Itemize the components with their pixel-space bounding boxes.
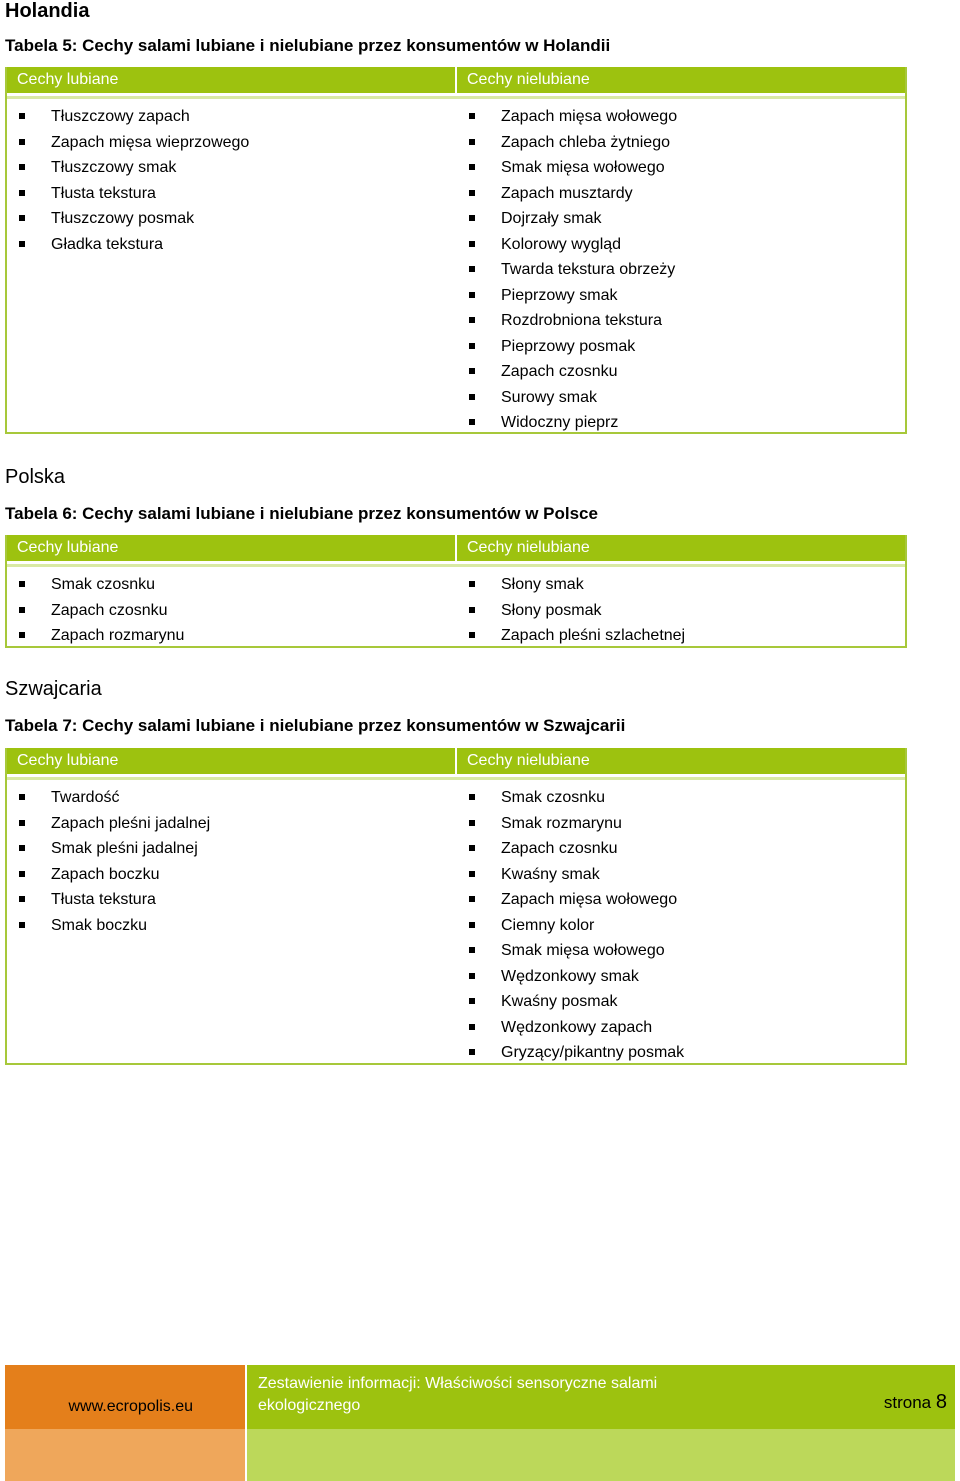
square-bullet-icon	[469, 1024, 475, 1030]
disliked-column	[457, 572, 905, 649]
list-item	[467, 887, 905, 913]
table-header	[7, 535, 905, 564]
list-item	[467, 598, 905, 624]
square-bullet-icon	[19, 922, 25, 928]
square-bullet-icon	[469, 896, 475, 902]
disliked-column	[457, 104, 905, 436]
list-item	[17, 811, 457, 837]
list-item-label: Smak pleśni jadalnej	[51, 840, 198, 857]
list-item	[467, 785, 905, 811]
list-item	[17, 130, 457, 156]
list-item	[467, 862, 905, 888]
list-item	[467, 989, 905, 1015]
list-item	[467, 964, 905, 990]
page-number	[884, 1391, 947, 1414]
square-bullet-icon	[469, 820, 475, 826]
list-item	[17, 572, 457, 598]
square-bullet-icon	[469, 241, 475, 247]
list-item-label: Wędzonkowy zapach	[501, 1018, 653, 1036]
footer-url[interactable]: www.ecropolis.eu	[5, 1365, 245, 1429]
list-item-label: Smak mięsa wołowego	[501, 159, 665, 176]
list-item-label: Smak mięsa wołowego	[501, 942, 665, 959]
list-item-label: Surowy smak	[501, 388, 598, 406]
list-item	[17, 836, 457, 862]
header-disliked: Cechy nielubiane	[467, 539, 590, 556]
list-item	[467, 1040, 905, 1066]
list-item	[17, 104, 457, 130]
square-bullet-icon	[469, 190, 475, 196]
list-item-label: Ciemny kolor	[501, 916, 595, 934]
liked-column	[7, 572, 457, 649]
list-item-label: Słony posmak	[501, 601, 602, 619]
square-bullet-icon	[469, 266, 475, 272]
list-item	[17, 887, 457, 913]
list-item	[467, 913, 905, 939]
list-item	[467, 181, 905, 207]
square-bullet-icon	[469, 973, 475, 979]
square-bullet-icon	[469, 419, 475, 425]
square-bullet-icon	[469, 317, 475, 323]
section-title: Polska	[5, 466, 66, 488]
header-liked: Cechy lubiane	[7, 67, 457, 93]
table-body	[7, 777, 905, 1070]
square-bullet-icon	[469, 113, 475, 119]
list-item-label: Zapach czosnku	[501, 840, 618, 857]
list-item-label: Smak rozmarynu	[501, 814, 622, 832]
square-bullet-icon	[19, 794, 25, 800]
list-item-label: Tłusta tekstura	[51, 891, 156, 908]
list-item	[467, 1015, 905, 1041]
section-title: Szwajcaria	[5, 678, 102, 700]
list-item-label: Zapach rozmarynu	[51, 627, 185, 644]
list-item-label: Twardość	[51, 789, 120, 806]
list-item	[467, 410, 905, 436]
square-bullet-icon	[469, 343, 475, 349]
list-item	[17, 181, 457, 207]
list-item	[467, 155, 905, 181]
list-item	[467, 623, 905, 649]
list-item-label: Zapach musztardy	[501, 184, 633, 202]
square-bullet-icon	[469, 607, 475, 613]
list-item-label: Smak czosnku	[501, 789, 606, 806]
list-item	[17, 785, 457, 811]
list-item-label: Kolorowy wygląd	[501, 235, 622, 253]
disliked-list	[467, 785, 905, 1066]
square-bullet-icon	[469, 922, 475, 928]
list-item	[467, 572, 905, 598]
list-item	[467, 938, 905, 964]
list-item	[467, 359, 905, 385]
square-bullet-icon	[19, 896, 25, 902]
list-item	[467, 836, 905, 862]
list-item	[467, 104, 905, 130]
list-item	[467, 283, 905, 309]
header-disliked: Cechy nielubiane	[467, 752, 590, 769]
table-caption: Tabela 5: Cechy salami lubiane i nielubiane przez konsumentów w Holandii	[5, 36, 611, 55]
list-item	[467, 130, 905, 156]
page-number-value: 8	[935, 1391, 947, 1413]
list-item-label: Pieprzowy posmak	[501, 337, 636, 355]
list-item	[467, 334, 905, 360]
list-item	[17, 206, 457, 232]
list-item	[17, 623, 457, 649]
list-item-label: Kwaśny posmak	[501, 993, 618, 1010]
list-item-label: Smak boczku	[51, 916, 148, 934]
table-body	[7, 96, 905, 440]
square-bullet-icon	[469, 394, 475, 400]
square-bullet-icon	[469, 581, 475, 587]
list-item	[17, 232, 457, 258]
list-item-label: Zapach chleba żytniego	[501, 133, 670, 151]
list-item-label: Gładka tekstura	[51, 235, 164, 253]
header-liked: Cechy lubiane	[7, 748, 457, 774]
list-item	[17, 598, 457, 624]
square-bullet-icon	[469, 368, 475, 374]
liked-list	[17, 572, 457, 649]
list-item-label: Zapach pleśni szlachetnej	[501, 627, 686, 644]
list-item-label: Gryzący/pikantny posmak	[501, 1044, 685, 1061]
square-bullet-icon	[19, 241, 25, 247]
square-bullet-icon	[469, 292, 475, 298]
footer-description: Zestawienie informacji: Właściwości sensoryczne salami ekologicznego	[258, 1375, 658, 1414]
liked-list	[17, 104, 457, 257]
square-bullet-icon	[19, 845, 25, 851]
list-item-label: Smak czosnku	[51, 576, 156, 593]
list-item-label: Tłusta tekstura	[51, 184, 156, 202]
list-item-label: Rozdrobniona tekstura	[501, 312, 662, 329]
list-item	[467, 232, 905, 258]
table-szwajcaria	[5, 748, 907, 1065]
square-bullet-icon	[19, 820, 25, 826]
list-item-label: Zapach czosnku	[501, 363, 618, 380]
list-item-label: Dojrzały smak	[501, 210, 602, 227]
list-item-label: Tłuszczowy zapach	[51, 108, 190, 125]
square-bullet-icon	[469, 164, 475, 170]
list-item-label: Tłuszczowy posmak	[51, 210, 195, 227]
square-bullet-icon	[19, 190, 25, 196]
square-bullet-icon	[469, 139, 475, 145]
list-item-label: Zapach mięsa wieprzowego	[51, 133, 250, 151]
list-item	[467, 385, 905, 411]
list-item-label: Zapach mięsa wołowego	[501, 108, 678, 125]
list-item	[467, 257, 905, 283]
square-bullet-icon	[469, 947, 475, 953]
list-item-label: Zapach pleśni jadalnej	[51, 814, 211, 832]
list-item	[17, 862, 457, 888]
disliked-list	[467, 104, 905, 436]
square-bullet-icon	[19, 871, 25, 877]
list-item-label: Wędzonkowy smak	[501, 967, 639, 985]
list-item-label: Zapach mięsa wołowego	[501, 891, 678, 908]
table-header	[7, 67, 905, 96]
square-bullet-icon	[469, 871, 475, 877]
list-item-label: Twarda tekstura obrzeży	[501, 261, 676, 278]
disliked-list	[467, 572, 905, 649]
header-disliked: Cechy nielubiane	[467, 71, 590, 88]
table-caption: Tabela 6: Cechy salami lubiane i nielubiane przez konsumentów w Polsce	[5, 504, 598, 523]
list-item	[17, 913, 457, 939]
square-bullet-icon	[469, 794, 475, 800]
square-bullet-icon	[469, 998, 475, 1004]
square-bullet-icon	[19, 113, 25, 119]
footer-right-band	[247, 1429, 955, 1481]
disliked-column	[457, 785, 905, 1066]
list-item-label: Kwaśny smak	[501, 865, 600, 883]
square-bullet-icon	[469, 845, 475, 851]
liked-column	[7, 104, 457, 436]
list-item	[17, 155, 457, 181]
list-item	[467, 206, 905, 232]
table-body	[7, 564, 905, 653]
list-item-label: Słony smak	[501, 576, 584, 593]
table-header	[7, 748, 905, 777]
section-title: Holandia	[5, 0, 90, 22]
list-item-label: Widoczny pieprz	[501, 414, 619, 431]
footer-left-band	[5, 1429, 245, 1481]
header-liked: Cechy lubiane	[7, 535, 457, 561]
list-item	[467, 308, 905, 334]
square-bullet-icon	[19, 632, 25, 638]
page-footer	[5, 1365, 955, 1481]
table-holandia	[5, 67, 907, 434]
square-bullet-icon	[19, 607, 25, 613]
list-item-label: Pieprzowy smak	[501, 286, 618, 304]
list-item	[467, 811, 905, 837]
square-bullet-icon	[469, 1049, 475, 1055]
square-bullet-icon	[19, 164, 25, 170]
square-bullet-icon	[19, 581, 25, 587]
list-item-label: Zapach boczku	[51, 865, 160, 883]
page-label: strona	[883, 1393, 932, 1412]
liked-list	[17, 785, 457, 938]
liked-column	[7, 785, 457, 1066]
square-bullet-icon	[469, 632, 475, 638]
list-item-label: Tłuszczowy smak	[51, 159, 177, 176]
square-bullet-icon	[19, 215, 25, 221]
square-bullet-icon	[19, 139, 25, 145]
list-item-label: Zapach czosnku	[51, 601, 168, 619]
table-caption: Tabela 7: Cechy salami lubiane i nielubiane przez konsumentów w Szwajcarii	[5, 716, 626, 735]
square-bullet-icon	[469, 215, 475, 221]
table-polska	[5, 535, 907, 648]
